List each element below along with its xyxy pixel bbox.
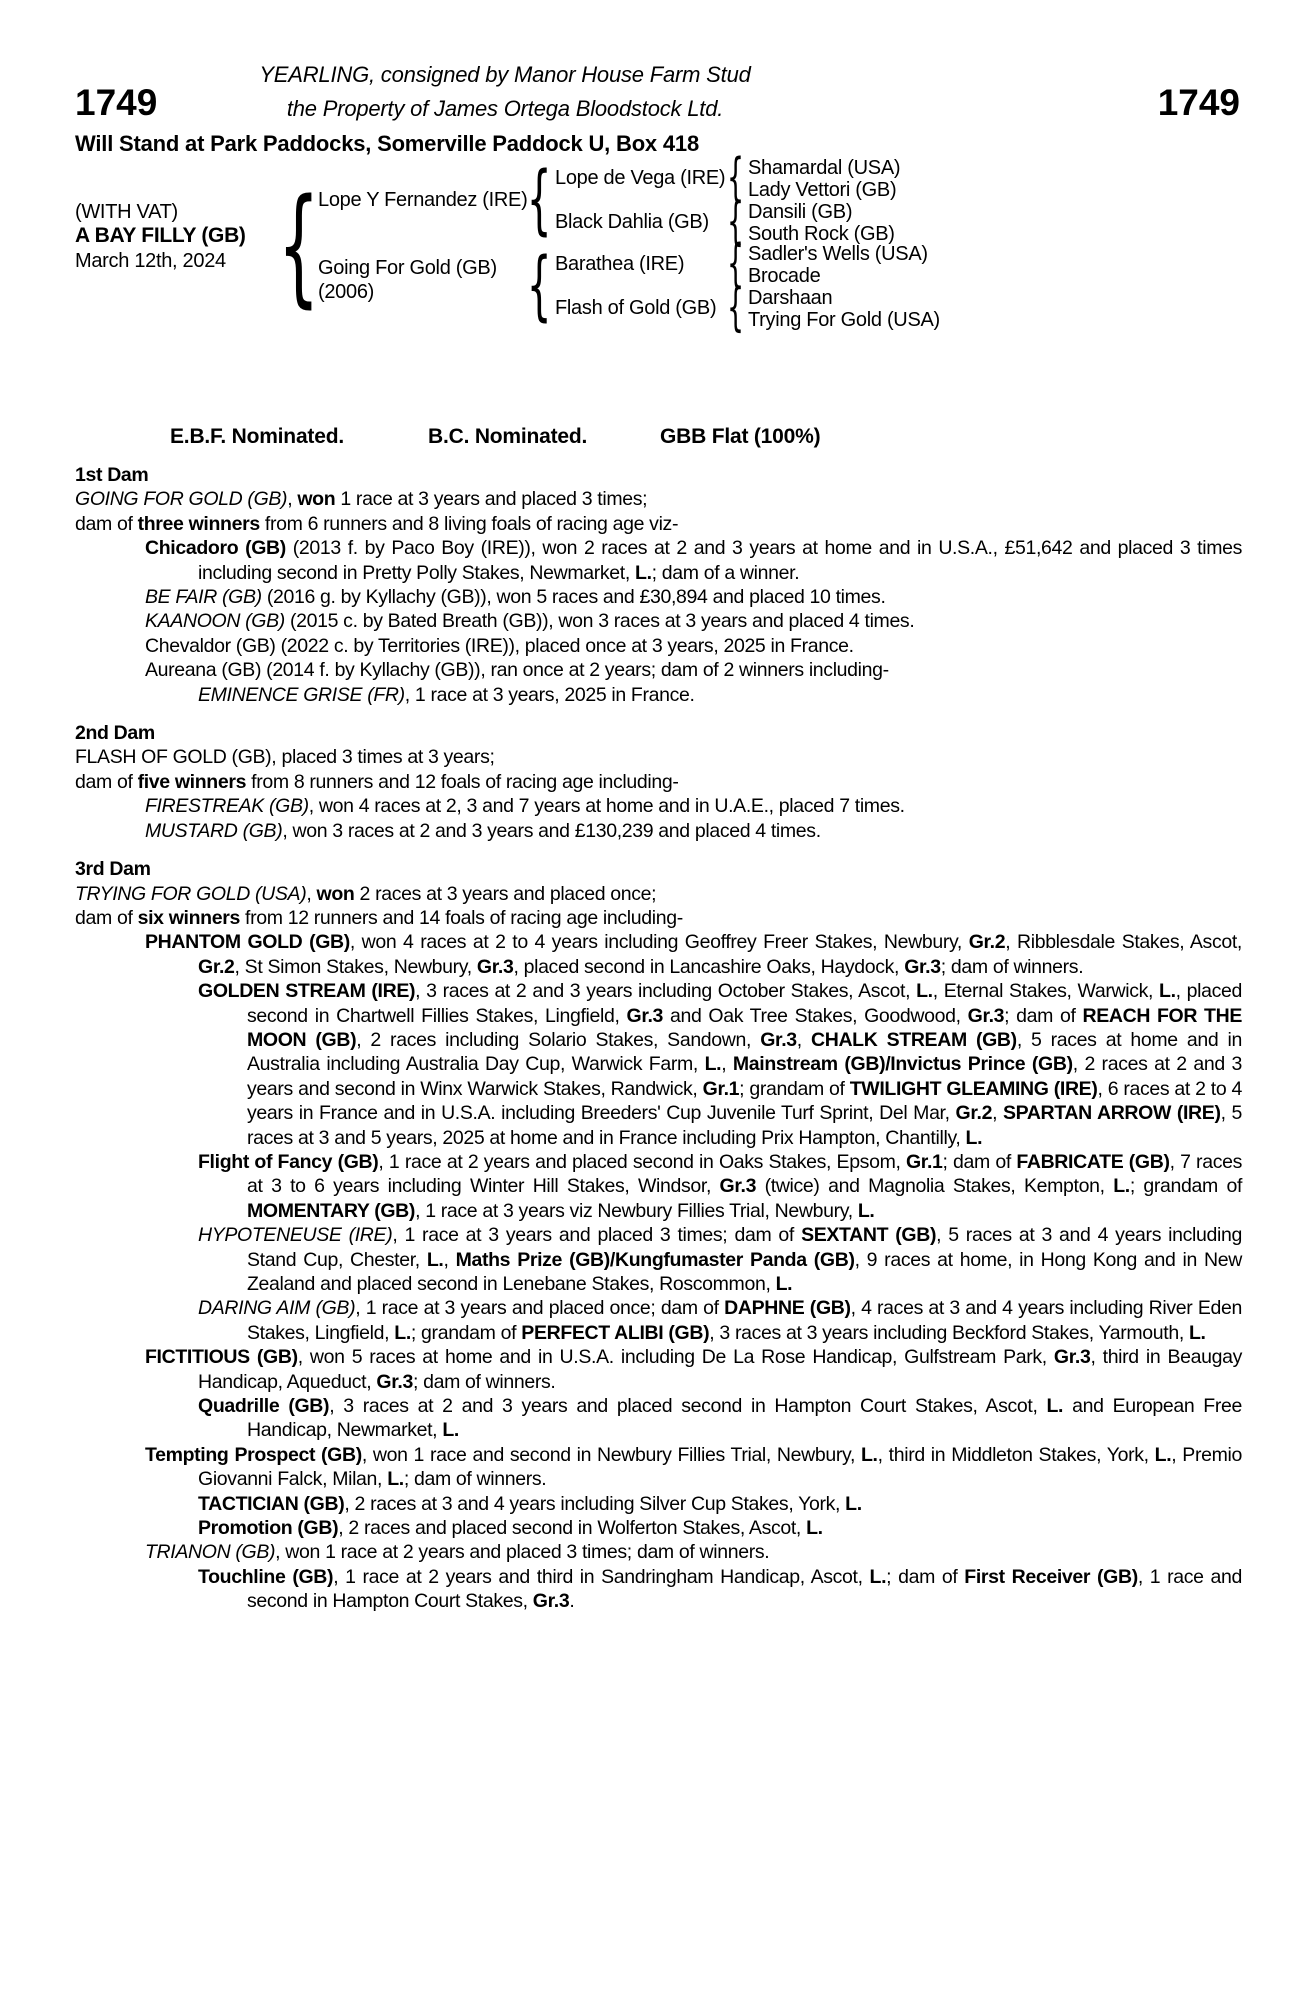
pedigree-paragraph: Flight of Fancy (GB), 1 race at 2 years and placed second in Oaks Stakes, Epsom, Gr.1; dam of FABRICATE (GB), 7 races at 3 to 6 years including Winter Hill Stakes, Windsor, Gr.3 (twice) and Magnolia Stakes, Kempton, L.; grandam of MOMENTARY (GB), 1 race at 3 years viz Newbury Fillies Trial, Newbury, L. bbox=[198, 1150, 1243, 1222]
sire-dam-sire-name: Dansili (GB) bbox=[748, 201, 853, 223]
gbb-nomination: GBB Flat (100%) bbox=[660, 425, 821, 448]
pedigree-brace-sire bbox=[528, 165, 550, 235]
pedigree-paragraph: dam of six winners from 12 runners and 14 foals of racing age including- bbox=[75, 906, 683, 929]
pedigree-paragraph: TRYING FOR GOLD (USA), won 2 races at 3 years and placed once; bbox=[75, 882, 657, 905]
pedigree-paragraph: HYPOTENEUSE (IRE), 1 race at 3 years and placed 3 times; dam of SEXTANT (GB), 5 races at 3 and 4 years including Stand Cup, Chester, L., Maths Prize (GB)/Kungfumaster Panda (GB), 9 races at home, in Hong Kong and in New Zealand and placed second in Lenebane Stakes, Roscommon, L. bbox=[198, 1224, 1242, 1295]
foal-date: March 12th, 2024 bbox=[75, 250, 226, 272]
lot-number-left: 1749 bbox=[75, 82, 158, 123]
pedigree-paragraph: dam of three winners from 6 runners and 8 living foals of racing age viz- bbox=[75, 512, 679, 535]
dam-dam-sire-name: Darshaan bbox=[748, 287, 833, 309]
pedigree-brace-g4 bbox=[724, 285, 746, 333]
dam-section bbox=[75, 721, 1242, 843]
bc-nomination: B.C. Nominated. bbox=[428, 425, 588, 448]
dam-heading: 2nd Dam bbox=[75, 722, 155, 745]
pedigree-paragraph: Tempting Prospect (GB), won 1 race and second in Newbury Fillies Trial, Newbury, L., third in Middleton Stakes, York, L., Premio Giovanni Falck, Milan, L.; dam of winners. bbox=[145, 1443, 1242, 1491]
vat-note: (WITH VAT) bbox=[75, 201, 178, 223]
pedigree-paragraph: PHANTOM GOLD (GB), won 4 races at 2 to 4 years including Geoffrey Freer Stakes, Newbury, Gr.2, Ribblesdale Stakes, Ascot, Gr.2, St Simon Stakes, Newbury, Gr.3, placed second in Lancashire Oaks, Haydock, Gr.3; dam of winners. bbox=[145, 931, 1242, 978]
sire-dam-dam-name: South Rock (GB) bbox=[748, 223, 895, 245]
pedigree-brace-g2 bbox=[724, 199, 746, 247]
dam-name: Going For Gold (GB) bbox=[318, 257, 497, 279]
pedigree-paragraph: FIRESTREAK (GB), won 4 races at 2, 3 and 7 years at home and in U.A.E., placed 7 times. bbox=[145, 795, 905, 818]
sire-sire-dam-name: Lady Vettori (GB) bbox=[748, 179, 897, 201]
sire-dam-name: Black Dahlia (GB) bbox=[555, 211, 709, 233]
sire-sire-name: Lope de Vega (IRE) bbox=[555, 167, 726, 189]
horse-name: A BAY FILLY (GB) bbox=[75, 224, 246, 247]
pedigree-paragraph: FICTITIOUS (GB), won 5 races at home and in U.S.A. including De La Rose Handicap, Gulfstream Park, Gr.3, third in Beaugay Handicap, Aqueduct, Gr.3; dam of winners. bbox=[145, 1346, 1242, 1393]
pedigree-paragraph: BE FAIR (GB) (2016 g. by Kyllachy (GB)), won 5 races and £30,894 and placed 10 times. bbox=[145, 586, 886, 609]
sire-name: Lope Y Fernandez (IRE) bbox=[318, 189, 528, 211]
pedigree-paragraph: TRIANON (GB), won 1 race at 2 years and placed 3 times; dam of winners. bbox=[145, 1541, 770, 1564]
dam-sire-sire-name: Sadler's Wells (USA) bbox=[748, 243, 928, 265]
pedigree-paragraph: Chicadoro (GB) (2013 f. by Paco Boy (IRE)), won 2 races at 2 and 3 years at home and in U.S.A., £51,642 and placed 3 times including second in Pretty Polly Stakes, Newmarket, L.; dam of a winner. bbox=[145, 537, 1242, 584]
property-line: the Property of James Ortega Bloodstock Ltd. bbox=[286, 96, 724, 121]
dam-heading: 3rd Dam bbox=[75, 858, 151, 881]
pedigree-brace-main bbox=[288, 187, 310, 305]
dam-section bbox=[75, 857, 1242, 1614]
pedigree-paragraph: GOING FOR GOLD (GB), won 1 race at 3 years and placed 3 times; bbox=[75, 488, 648, 511]
pedigree-paragraph: Quadrille (GB), 3 races at 2 and 3 years and placed second in Hampton Court Stakes, Ascot, L. and European Free Handicap, Newmarket, L. bbox=[198, 1395, 1243, 1442]
lot-number-right: 1749 bbox=[1157, 82, 1240, 123]
pedigree-paragraph: Touchline (GB), 1 race at 2 years and third in Sandringham Handicap, Ascot, L.; dam of First Receiver (GB), 1 race and second in Hampton Court Stakes, Gr.3. bbox=[198, 1565, 1242, 1613]
pedigree-paragraph: Aureana (GB) (2014 f. by Kyllachy (GB)), ran once at 2 years; dam of 2 winners including- bbox=[145, 659, 889, 682]
consignment-header bbox=[75, 58, 935, 126]
pedigree-paragraph: DARING AIM (GB), 1 race at 3 years and placed once; dam of DAPHNE (GB), 4 races at 3 and 4 years including River Eden Stakes, Lingfield, L.; grandam of PERFECT ALIBI (GB), 3 races at 3 years including Beckford Stakes, Yarmouth, L. bbox=[198, 1297, 1242, 1344]
nominations-line bbox=[0, 425, 1315, 451]
pedigree-brace-g1 bbox=[724, 155, 746, 203]
dam-sections bbox=[75, 463, 1242, 1628]
dam-sire-name: Barathea (IRE) bbox=[555, 253, 685, 275]
stand-location-line: Will Stand at Park Paddocks, Somerville Paddock U, Box 418 bbox=[75, 131, 699, 156]
pedigree-paragraph: FLASH OF GOLD (GB), placed 3 times at 3 years; bbox=[75, 746, 495, 769]
pedigree-paragraph: GOLDEN STREAM (IRE), 3 races at 2 and 3 years including October Stakes, Ascot, L., Eternal Stakes, Warwick, L., placed second in Chartwell Fillies Stakes, Lingfield, Gr.3 and Oak Tree Stakes, Goodwood, Gr.3; dam of REACH FOR THE MOON (GB), 2 races including Solario Stakes, Sandown, Gr.3, CHALK STREAM (GB), 5 races at home and in Australia including Australia Day Cup, Warwick Farm, L., Mainstream (GB)/Invictus Prince (GB), 2 races at 2 and 3 years and second in Winx Warwick Stakes, Randwick, Gr.1; grandam of TWILIGHT GLEAMING (IRE), 6 races at 2 to 4 years in France and in U.S.A. including Breeders' Cup Juvenile Turf Sprint, Del Mar, Gr.2, SPARTAN ARROW (IRE), 5 races at 3 and 5 years, 2025 at home and in France including Prix Hampton, Chantilly, L. bbox=[198, 980, 1243, 1149]
dam-section bbox=[75, 463, 1242, 707]
dam-heading: 1st Dam bbox=[75, 464, 149, 486]
pedigree-paragraph: dam of five winners from 8 runners and 12 foals of racing age including- bbox=[75, 770, 679, 793]
dam-sire-dam-name: Brocade bbox=[748, 265, 821, 287]
consignor-line: YEARLING, consigned by Manor House Farm Stud bbox=[259, 62, 751, 87]
dam-dam-name: Flash of Gold (GB) bbox=[555, 297, 717, 319]
pedigree-paragraph: KAANOON (GB) (2015 c. by Bated Breath (GB)), won 3 races at 3 years and placed 4 times. bbox=[145, 610, 915, 633]
pedigree-paragraph: EMINENCE GRISE (FR), 1 race at 3 years, 2025 in France. bbox=[198, 683, 695, 706]
pedigree-paragraph: TACTICIAN (GB), 2 races at 3 and 4 years including Silver Cup Stakes, York, L. bbox=[198, 1492, 862, 1515]
dam-year: (2006) bbox=[318, 281, 375, 303]
pedigree-brace-dam bbox=[528, 251, 550, 321]
pedigree-brace-g3 bbox=[724, 241, 746, 289]
ebf-nomination: E.B.F. Nominated. bbox=[170, 425, 344, 448]
pedigree-paragraph: Promotion (GB), 2 races and placed second in Wolferton Stakes, Ascot, L. bbox=[198, 1517, 823, 1540]
pedigree-paragraph: Chevaldor (GB) (2022 c. by Territories (IRE)), placed once at 3 years, 2025 in France. bbox=[145, 634, 854, 657]
pedigree-tree bbox=[0, 150, 1315, 340]
sire-sire-sire-name: Shamardal (USA) bbox=[748, 157, 901, 179]
dam-dam-dam-name: Trying For Gold (USA) bbox=[748, 309, 940, 331]
pedigree-paragraph: MUSTARD (GB), won 3 races at 2 and 3 years and £130,239 and placed 4 times. bbox=[145, 819, 821, 842]
